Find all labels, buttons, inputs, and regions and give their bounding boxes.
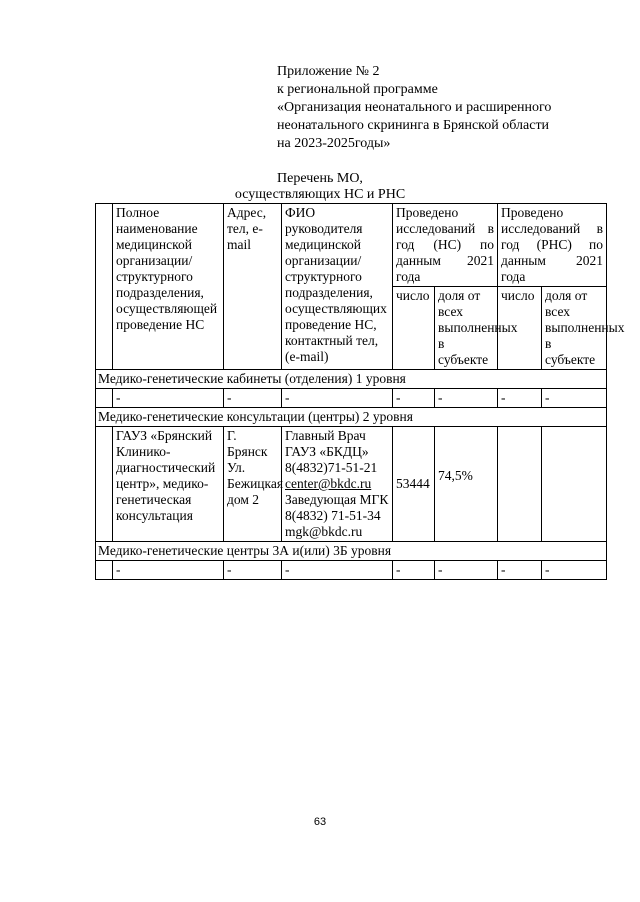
appendix-line-5: на 2023-2025годы» <box>277 136 391 151</box>
appendix-line-4: неонатального скрининга в Брянской области <box>277 118 550 133</box>
head-email-2: mgk@bkdc.ru <box>285 524 363 539</box>
facilities-table <box>95 203 625 580</box>
list-title <box>0 171 640 203</box>
head-email-1[interactable] <box>285 476 389 492</box>
dash-cell <box>96 561 113 580</box>
row-index-cell <box>96 427 113 542</box>
row-share-value: 74,5% <box>438 468 473 483</box>
head-phone-1: 8(4832)71-51-21 <box>285 460 378 475</box>
header-address: Адрес, тел, e-mail <box>224 204 282 370</box>
row-share <box>435 427 498 542</box>
head-email-1-text[interactable]: center@bkdc.ru <box>285 476 372 491</box>
dash-cell <box>96 389 113 408</box>
dash-cell: - <box>224 561 282 580</box>
section-title-1: Медико-генетические кабинеты (отделения) 1 уровня <box>96 370 607 389</box>
list-title-line-2: осуществляющих НС и РНС <box>234 187 406 202</box>
appendix-line-2: к региональной программе <box>277 82 438 97</box>
dash-row-1 <box>96 389 607 408</box>
header-index-cell <box>96 204 113 370</box>
row-org-name: ГАУЗ «Брянский Клинико-диагностический центр», медико-генетическая консультация <box>113 427 224 542</box>
header-count: число <box>393 287 435 370</box>
header-org-name: Полное наименование медицинской организации/ структурного подразделения, осуществляющей проведение НС <box>113 204 224 370</box>
head-phone-2: 8(4832) 71-51-34 <box>285 508 381 523</box>
section-title-3: Медико-генетические центры 3А и(или) 3Б уровня <box>96 542 607 561</box>
dash-cell: - <box>282 389 393 408</box>
row-share-rns <box>542 427 607 542</box>
header-row-1 <box>96 204 607 287</box>
dash-cell: - <box>542 389 607 408</box>
header-head: ФИО руководителя медицинской организации/ структурного подразделения, осуществляющих проведение НС, контактный тел, (e-mail) <box>282 204 393 370</box>
row-count: 53444 <box>393 427 435 542</box>
dash-cell: - <box>435 389 498 408</box>
appendix-line-3: «Организация неонатального и расширенного <box>277 100 552 115</box>
dash-cell: - <box>435 561 498 580</box>
dash-cell: - <box>542 561 607 580</box>
list-title-line-1: Перечень МО, <box>277 171 363 186</box>
dash-cell: - <box>498 389 542 408</box>
dash-cell: - <box>393 389 435 408</box>
head-title-2: Заведующая МГК <box>285 492 389 507</box>
appendix-line-1: Приложение № 2 <box>277 64 380 79</box>
row-address: Г. Брянск Ул. Бежицкая дом 2 <box>224 427 282 542</box>
dash-cell: - <box>282 561 393 580</box>
dash-cell: - <box>113 389 224 408</box>
row-count-rns <box>498 427 542 542</box>
head-title-1: Главный Врач ГАУЗ «БКДЦ» <box>285 428 369 459</box>
appendix-header <box>277 63 551 153</box>
header-rns-group: Проведено исследований в год (РНС) по данным 2021 года <box>498 204 607 287</box>
section-row-3 <box>96 542 607 561</box>
header-count-rns: число <box>498 287 542 370</box>
table-row <box>96 427 607 542</box>
dash-cell: - <box>393 561 435 580</box>
row-head-contacts <box>282 427 393 542</box>
header-share-rns: доля от всех выполненных в субъекте <box>542 287 607 370</box>
dash-cell: - <box>224 389 282 408</box>
header-ns-group: Проведено исследований в год (НС) по данным 2021 года <box>393 204 498 287</box>
header-share: доля от всех выполненных в субъекте <box>435 287 498 370</box>
section-row-1 <box>96 370 607 389</box>
section-row-2 <box>96 408 607 427</box>
section-title-2: Медико-генетические консультации (центры) 2 уровня <box>96 408 607 427</box>
dash-row-3 <box>96 561 607 580</box>
dash-cell: - <box>498 561 542 580</box>
dash-cell: - <box>113 561 224 580</box>
page-number: 63 <box>313 816 327 828</box>
